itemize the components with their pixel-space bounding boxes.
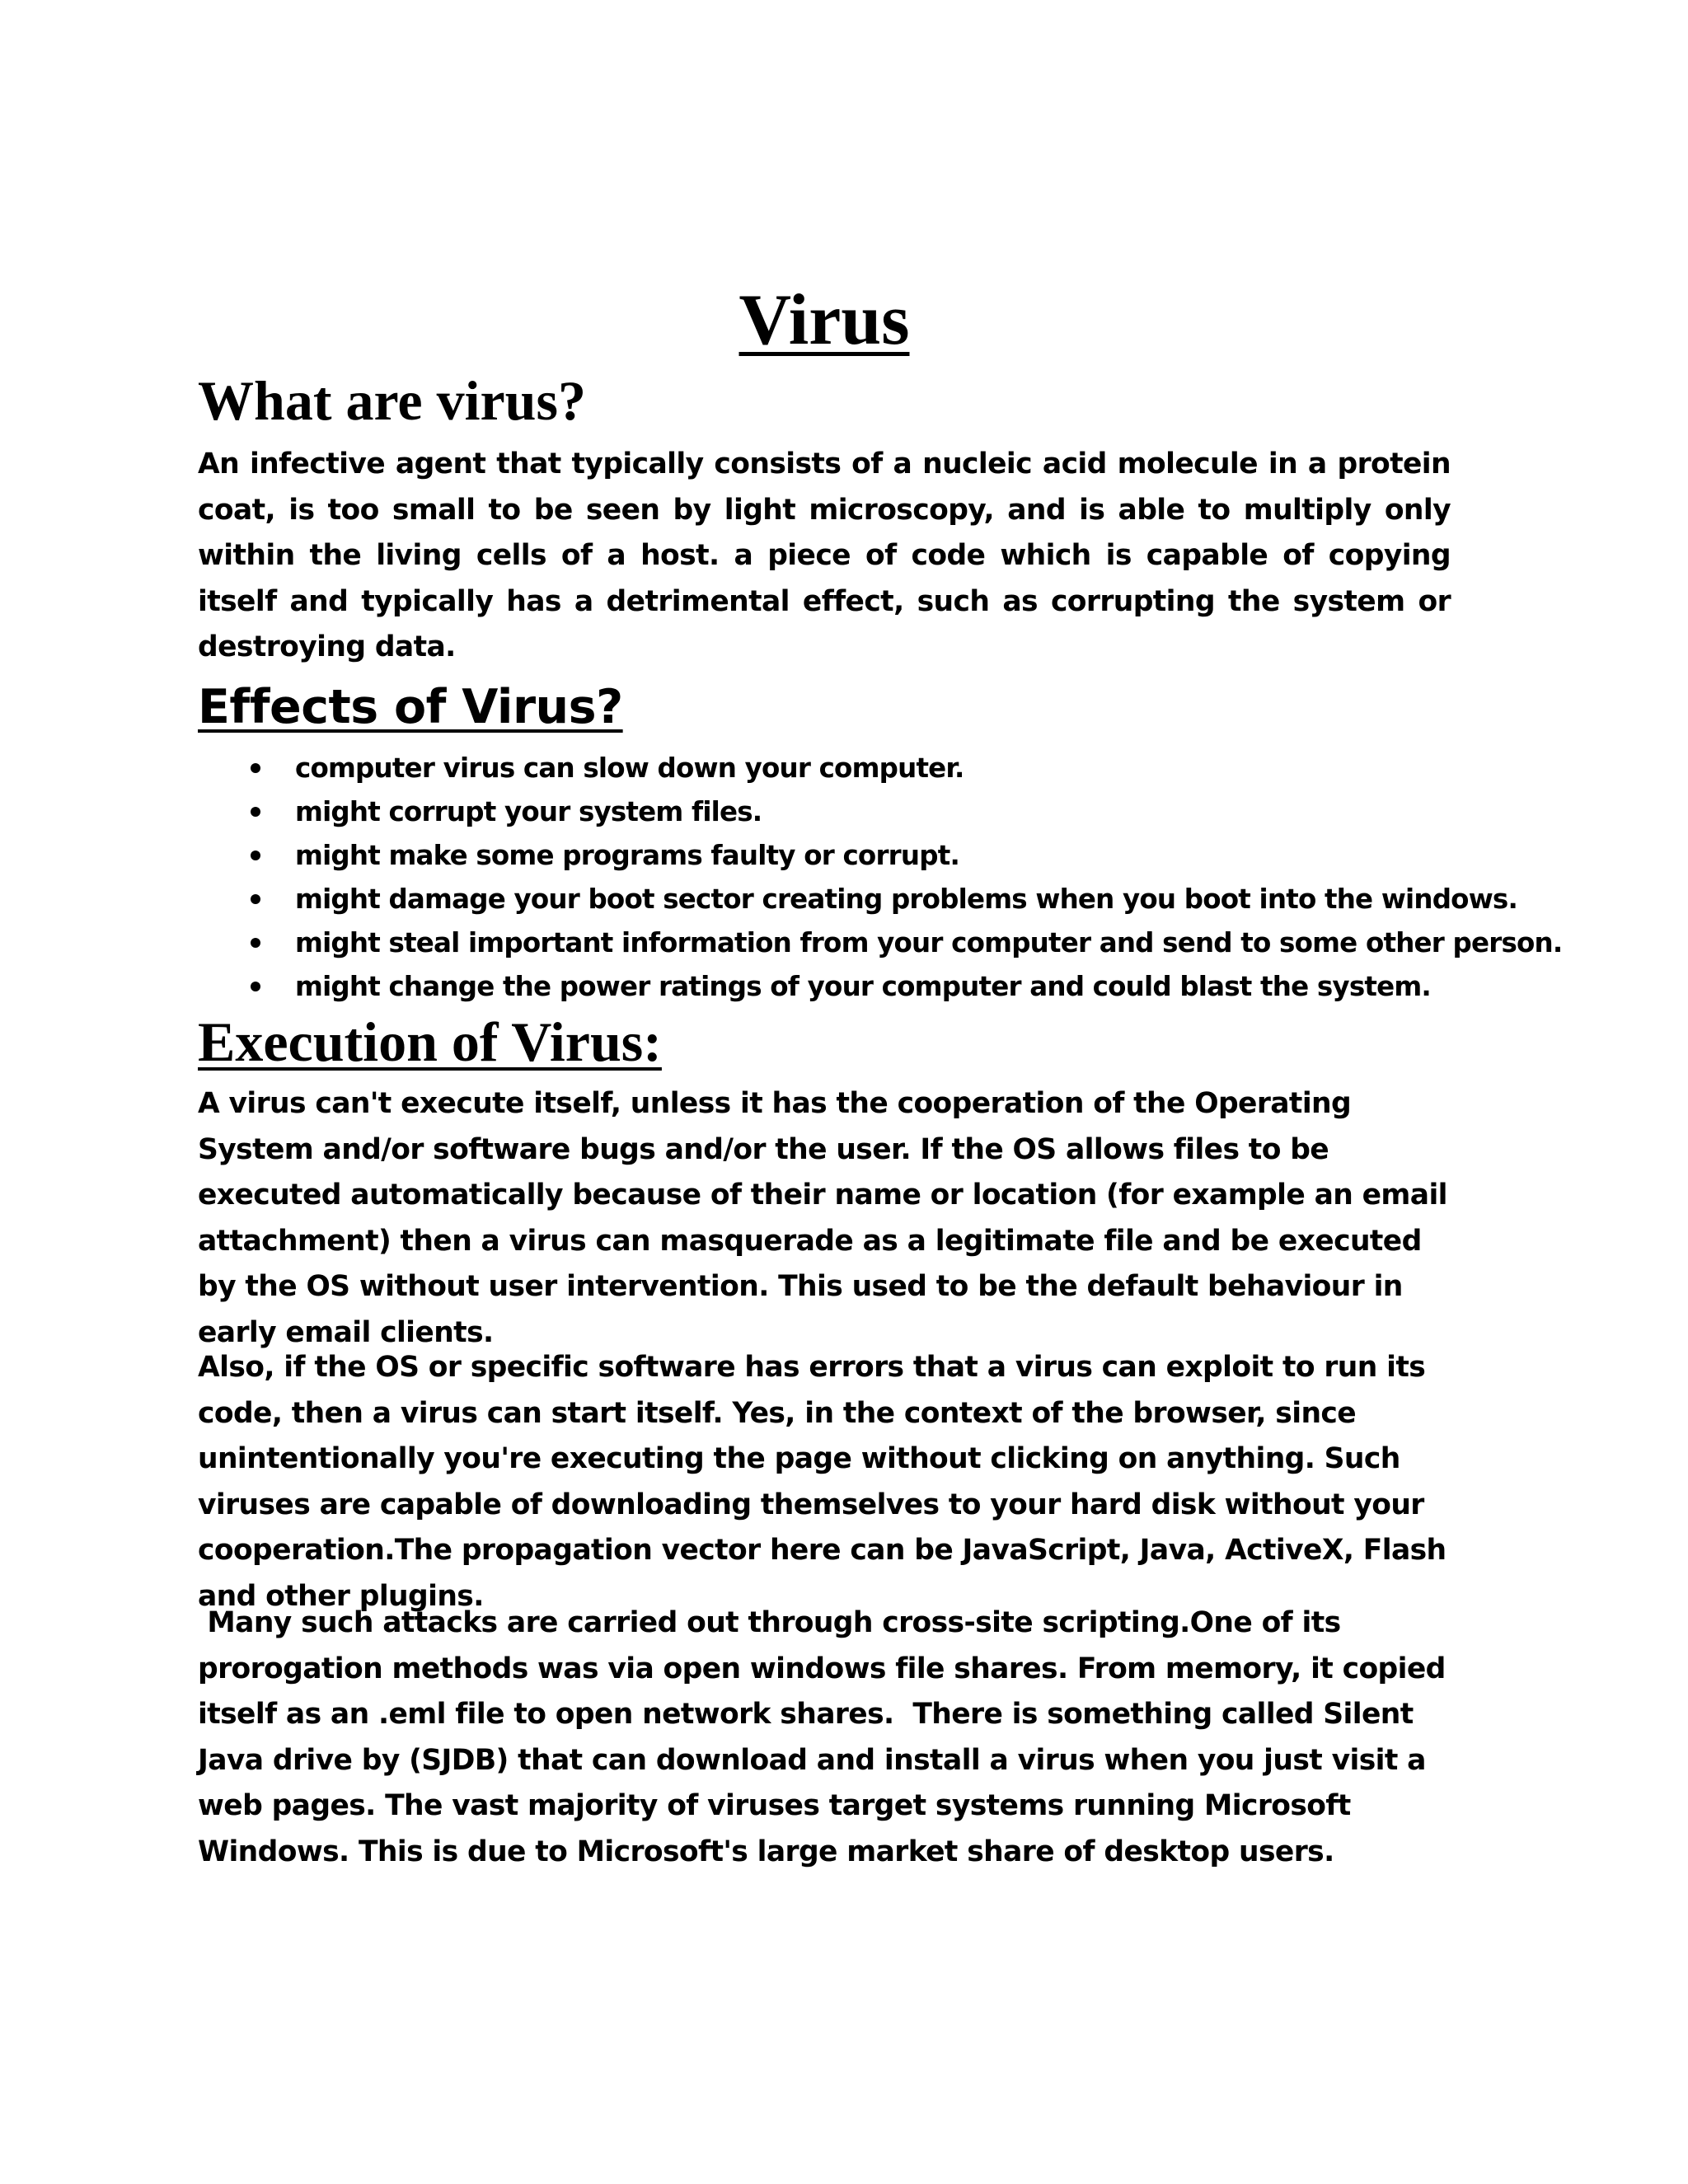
paragraph-execution-1: A virus can't execute itself, unless it has the cooperation of the Operating System and/or software bugs and/or the user. If the OS allows files to be executed automatically because of their name or location (for example an email attachment) then a virus can masquerade as a legitimate file and be executed by the OS without user intervention. This used to be the default behaviour in early email clients.: [198, 1087, 1447, 1349]
list-item: might steal important information from your computer and send to some other person.: [198, 921, 1451, 965]
paragraph-definition: An infective agent that typically consists of a nucleic acid molecule in a protein coat, is too small to be seen by light microscopy, and is able to multiply only within the living cells of a host. a piece of code which is capable of copying itself and typically has a detrimental effect, such as corrupting the system or destroying data.: [198, 448, 1451, 663]
heading-what-are-virus: What are virus?: [198, 369, 586, 432]
document-title: [198, 275, 1451, 366]
list-item: might corrupt your system files.: [198, 790, 1451, 834]
document-page: [198, 0, 1563, 2184]
list-item: might make some programs faulty or corrupt.: [198, 834, 1451, 878]
list-item: might change the power ratings of your computer and could blast the system.: [198, 965, 1451, 1009]
heading-effects-of-virus: Effects of Virus?: [198, 680, 623, 734]
heading-execution-of-virus: Execution of Virus:: [198, 1010, 662, 1073]
list-item: computer virus can slow down your computer.: [198, 747, 1451, 790]
paragraph-execution-3: Many such attacks are carried out through cross-site scripting.One of its prorogation methods was via open windows file shares. From memory, it copied itself as an .eml file to open network shares. There is something called Silent Java drive by (SJDB) that can download and install a virus when you just visit a web pages. The vast majority of viruses target systems running Microsoft Windows. This is due to Microsoft's large market share of desktop users.: [198, 1606, 1456, 1868]
paragraph-execution-2: Also, if the OS or specific software has errors that a virus can exploit to run its code, then a virus can start itself. Yes, in the context of the browser, since unintentionally you're executing the page without clicking on anything. Such viruses are capable of downloading themselves to your hard disk without your cooperation.The propagation vector here can be JavaScript, Java, ActiveX, Flash and other plugins.: [198, 1351, 1447, 1613]
list-item: might damage your boot sector creating problems when you boot into the windows.: [198, 878, 1451, 921]
document-title-text: Virus: [738, 280, 910, 360]
effects-list: [198, 747, 1563, 1009]
